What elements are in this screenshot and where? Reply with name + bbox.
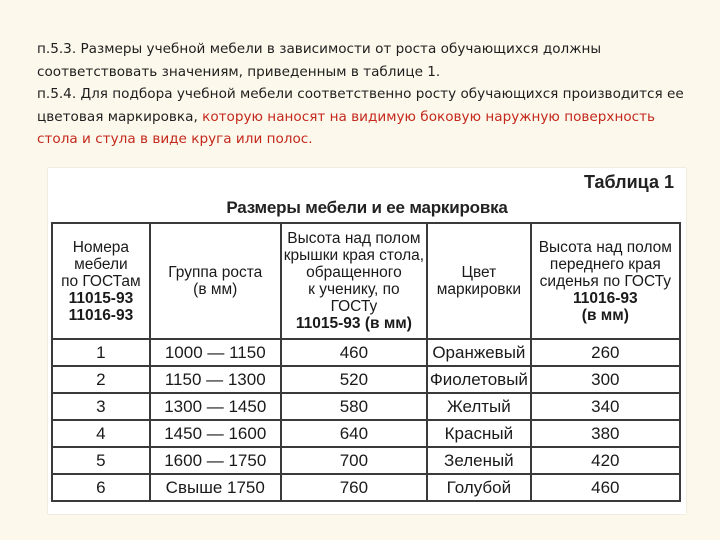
text-block: [37, 38, 687, 151]
table-header-row: [52, 223, 680, 339]
table-row: [52, 393, 680, 420]
header-text: сиденья по ГОСТу: [539, 272, 671, 290]
cell-number: 3: [52, 393, 150, 420]
cell-number: 1: [52, 339, 150, 366]
cell-desk-height: 520: [281, 366, 427, 393]
cell-seat-height: 420: [531, 447, 680, 474]
table-row: [52, 447, 680, 474]
header-text: крышки края стола,: [283, 247, 425, 264]
header-furniture-number: [52, 223, 150, 339]
header-height-group: [150, 223, 281, 339]
cell-color: Красный: [427, 420, 531, 447]
header-text: (в мм): [193, 281, 238, 298]
header-text: 11016-93: [68, 306, 134, 324]
header-seat-height: [531, 223, 680, 339]
header-text: 11015-93 (в мм): [295, 315, 412, 332]
cell-height-group: Свыше 1750: [150, 474, 281, 501]
header-text: по ГОСТам: [61, 272, 141, 290]
cell-desk-height: 580: [281, 393, 427, 420]
header-text: переднего края: [549, 255, 661, 273]
cell-color: Фиолетовый: [427, 366, 531, 393]
header-text: (в мм): [581, 306, 629, 324]
cell-desk-height: 640: [281, 420, 427, 447]
cell-number: 4: [52, 420, 150, 447]
cell-color: Желтый: [427, 393, 531, 420]
header-text: Высота над полом: [538, 238, 672, 256]
cell-number: 2: [52, 366, 150, 393]
table-row: [52, 474, 680, 501]
cell-desk-height: 700: [281, 447, 427, 474]
paragraph-5-4-part1: п.5.4. Для подбора учебной мебели соответственно росту обучающихся производится ее цветовая маркировка,: [37, 86, 684, 125]
cell-number: 5: [52, 447, 150, 474]
cell-height-group: 1300 — 1450: [150, 393, 281, 420]
furniture-table-image: [48, 168, 686, 514]
cell-number: 6: [52, 474, 150, 501]
cell-height-group: 1450 — 1600: [150, 420, 281, 447]
cell-desk-height: 460: [281, 339, 427, 366]
paragraph-5-4: [37, 83, 687, 151]
header-text: мебели: [74, 255, 128, 273]
header-text: 11016-93: [573, 289, 638, 307]
table-caption: Размеры мебели и ее маркировка: [226, 198, 508, 217]
cell-seat-height: 340: [531, 393, 680, 420]
cell-seat-height: 300: [531, 366, 680, 393]
table-label: Таблица 1: [583, 172, 674, 192]
cell-height-group: 1150 — 1300: [150, 366, 281, 393]
header-text: обращенного: [306, 264, 402, 281]
cell-height-group: 1600 — 1750: [150, 447, 281, 474]
cell-seat-height: 380: [531, 420, 680, 447]
header-text: к ученику, по ГОСТу: [308, 281, 400, 315]
furniture-table: [51, 222, 681, 502]
cell-height-group: 1000 — 1150: [150, 339, 281, 366]
table-row: [52, 366, 680, 393]
cell-color: Голубой: [427, 474, 531, 501]
header-desk-height: [281, 223, 427, 339]
table-row: [52, 339, 680, 366]
cell-seat-height: 260: [531, 339, 680, 366]
cell-color: Оранжевый: [427, 339, 531, 366]
cell-seat-height: 460: [531, 474, 680, 501]
header-text: 11015-93: [68, 289, 134, 307]
header-text: Группа роста: [168, 264, 263, 281]
cell-desk-height: 760: [281, 474, 427, 501]
header-text: Номера: [72, 238, 130, 256]
paragraph-5-3: п.5.3. Размеры учебной мебели в зависимости от роста обучающихся должны соответствовать значениям, приведенным в таблице 1.: [37, 41, 602, 80]
header-text: Высота над полом: [287, 230, 421, 247]
header-text: маркировки: [436, 281, 521, 298]
paragraph-5-4-highlight: которую наносят на видимую боковую наружную поверхность стола и стула в виде круга или полос.: [37, 108, 656, 147]
table-row: [52, 420, 680, 447]
header-marking-color: [427, 223, 531, 339]
header-text: Цвет: [461, 264, 497, 281]
cell-color: Зеленый: [427, 447, 531, 474]
